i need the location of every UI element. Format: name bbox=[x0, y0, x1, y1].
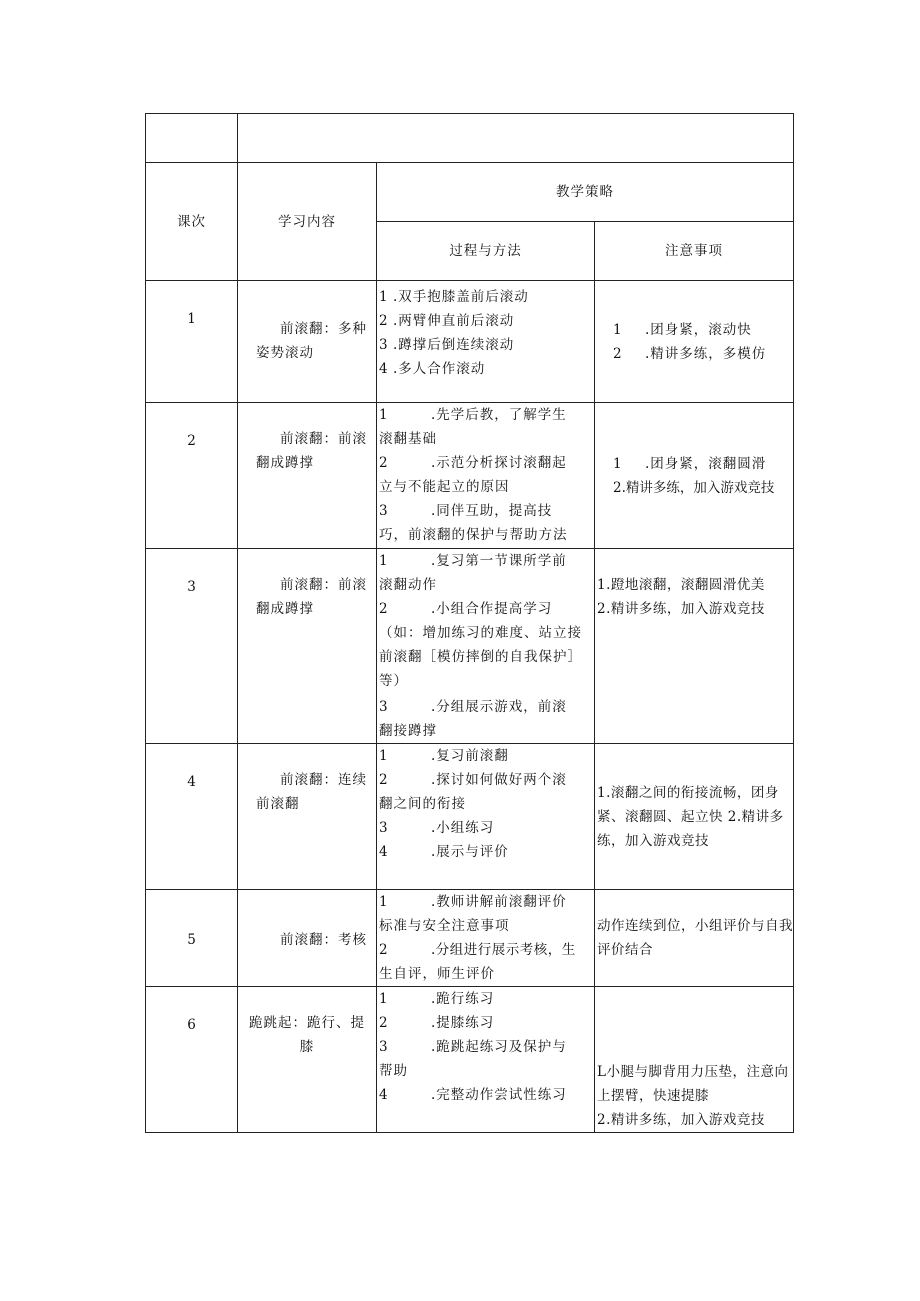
content-line: 翻成蹲撑 bbox=[256, 455, 314, 471]
lesson-number: 6 bbox=[146, 987, 238, 1133]
process-item: 2 .示范分析探讨滚翻起 bbox=[379, 455, 567, 471]
process-item-cont: 立与不能起立的原因 bbox=[379, 479, 510, 495]
note-item: 1.滚翻之间的衔接流畅，团身紧、滚翻圆、起立快 2.精讲多练，加入游戏竞技 bbox=[597, 784, 784, 849]
process-item-cont: 滚翻动作 bbox=[379, 577, 437, 593]
blank-cell-right bbox=[238, 114, 794, 163]
process-item-cont: 生自评，师生评价 bbox=[379, 966, 495, 982]
lesson-plan-table-wrap bbox=[145, 113, 793, 1133]
content-line: 膝 bbox=[299, 1039, 315, 1055]
notes-cell bbox=[595, 281, 794, 403]
note-item: 1.蹬地滚翻，滚翻圆滑优美 bbox=[597, 577, 765, 593]
process-item-cont: 滚翻基础 bbox=[379, 431, 437, 447]
header-strategy: 教学策略 bbox=[377, 163, 794, 222]
table-row bbox=[146, 987, 794, 1133]
process-item: 1 .跪行练习 bbox=[379, 991, 495, 1007]
process-item-cont: 标准与安全注意事项 bbox=[379, 918, 510, 934]
content-line: 前滚翻 bbox=[256, 796, 300, 812]
content-line: 前滚翻：多种 bbox=[280, 321, 367, 337]
process-cell bbox=[377, 403, 595, 549]
process-item: 1 .先学后教，了解学生 bbox=[379, 407, 567, 423]
lesson-content bbox=[238, 281, 377, 403]
table-row bbox=[146, 403, 794, 549]
process-item: 2 .探讨如何做好两个滚 bbox=[379, 772, 567, 788]
lesson-number: 2 bbox=[146, 403, 238, 549]
note-item: 1 .团身紧，滚翻圆滑 bbox=[613, 455, 767, 472]
process-item: 2 .分组进行展示考核，生 bbox=[379, 942, 576, 958]
process-item: 4 .多人合作滚动 bbox=[379, 361, 486, 377]
process-item: 2 .小组合作提高学习 bbox=[379, 601, 553, 617]
lesson-content bbox=[238, 744, 377, 890]
note-item: 2.精讲多练，加入游戏竞技 bbox=[597, 1112, 765, 1128]
process-item: 3 .跪跳起练习及保护与 bbox=[379, 1039, 567, 1055]
process-item: 1 .教师讲解前滚翻评价 bbox=[379, 894, 567, 910]
lesson-number: 1 bbox=[146, 281, 238, 403]
note-item: 2.精讲多练，加入游戏竞技 bbox=[613, 479, 775, 496]
header-content: 学习内容 bbox=[238, 163, 377, 281]
note-item: L小腿与脚背用力压垫，注意向上摆臂，快速提膝 bbox=[597, 1064, 789, 1104]
lesson-content bbox=[238, 890, 377, 987]
blank-cell-left bbox=[146, 114, 238, 163]
process-cell bbox=[377, 281, 595, 403]
process-item: 1 .复习前滚翻 bbox=[379, 748, 509, 764]
content-line: 跪跳起：跪行、提 bbox=[249, 1015, 365, 1031]
lesson-content bbox=[238, 549, 377, 744]
blank-row bbox=[146, 114, 794, 163]
process-cell bbox=[377, 549, 595, 744]
process-item: 3 .蹲撑后倒连续滚动 bbox=[379, 337, 515, 353]
process-item-cont: 翻接蹲撑 bbox=[379, 723, 437, 739]
lesson-content bbox=[238, 987, 377, 1133]
process-item-cont: 帮助 bbox=[379, 1063, 408, 1079]
content-line: 前滚翻：前滚 bbox=[280, 431, 367, 447]
note-item: 动作连续到位，小组评价与自我评价结合 bbox=[597, 918, 793, 958]
note-item: 2 .精讲多练，多模仿 bbox=[613, 345, 767, 362]
notes-cell bbox=[595, 987, 794, 1133]
header-notes: 注意事项 bbox=[595, 222, 794, 281]
note-item: 1 .团身紧，滚动快 bbox=[613, 321, 752, 338]
notes-cell bbox=[595, 549, 794, 744]
lesson-number: 3 bbox=[146, 549, 238, 744]
header-row-1 bbox=[146, 163, 794, 222]
process-item: 1 .双手抱膝盖前后滚动 bbox=[379, 289, 529, 305]
process-item: 3 .小组练习 bbox=[379, 820, 495, 836]
notes-cell bbox=[595, 744, 794, 890]
table-row bbox=[146, 281, 794, 403]
content-line: 前滚翻：前滚 bbox=[280, 577, 367, 593]
notes-cell bbox=[595, 890, 794, 987]
table-row bbox=[146, 890, 794, 987]
table-row bbox=[146, 549, 794, 744]
process-item-cont: 巧，前滚翻的保护与帮助方法 bbox=[379, 527, 568, 543]
header-lesson: 课次 bbox=[146, 163, 238, 281]
content-line: 前滚翻：考核 bbox=[280, 932, 367, 948]
lesson-content bbox=[238, 403, 377, 549]
process-cell bbox=[377, 744, 595, 890]
lesson-number: 4 bbox=[146, 744, 238, 890]
process-item-cont: （如：增加练习的难度、站立接前滚翻［模仿摔倒的自我保护］等） bbox=[379, 625, 582, 689]
lesson-number: 5 bbox=[146, 890, 238, 987]
note-item: 2.精讲多练，加入游戏竞技 bbox=[597, 601, 765, 617]
process-item: 2 .两臂伸直前后滚动 bbox=[379, 313, 515, 329]
process-cell bbox=[377, 890, 595, 987]
process-item: 3 .分组展示游戏，前滚 bbox=[379, 699, 567, 715]
process-item: 4 .展示与评价 bbox=[379, 844, 509, 860]
process-item-cont: 翻之间的衔接 bbox=[379, 796, 466, 812]
process-item: 2 .提膝练习 bbox=[379, 1015, 495, 1031]
process-item: 1 .复习第一节课所学前 bbox=[379, 553, 567, 569]
content-line: 姿势滚动 bbox=[256, 345, 314, 361]
notes-cell bbox=[595, 403, 794, 549]
content-line: 翻成蹲撑 bbox=[256, 601, 314, 617]
content-line: 前滚翻：连续 bbox=[280, 772, 367, 788]
process-cell bbox=[377, 987, 595, 1133]
lesson-plan-table bbox=[145, 113, 794, 1133]
process-item: 4 .完整动作尝试性练习 bbox=[379, 1087, 567, 1103]
table-row bbox=[146, 744, 794, 890]
header-process: 过程与方法 bbox=[377, 222, 595, 281]
process-item: 3 .同伴互助，提高技 bbox=[379, 503, 553, 519]
